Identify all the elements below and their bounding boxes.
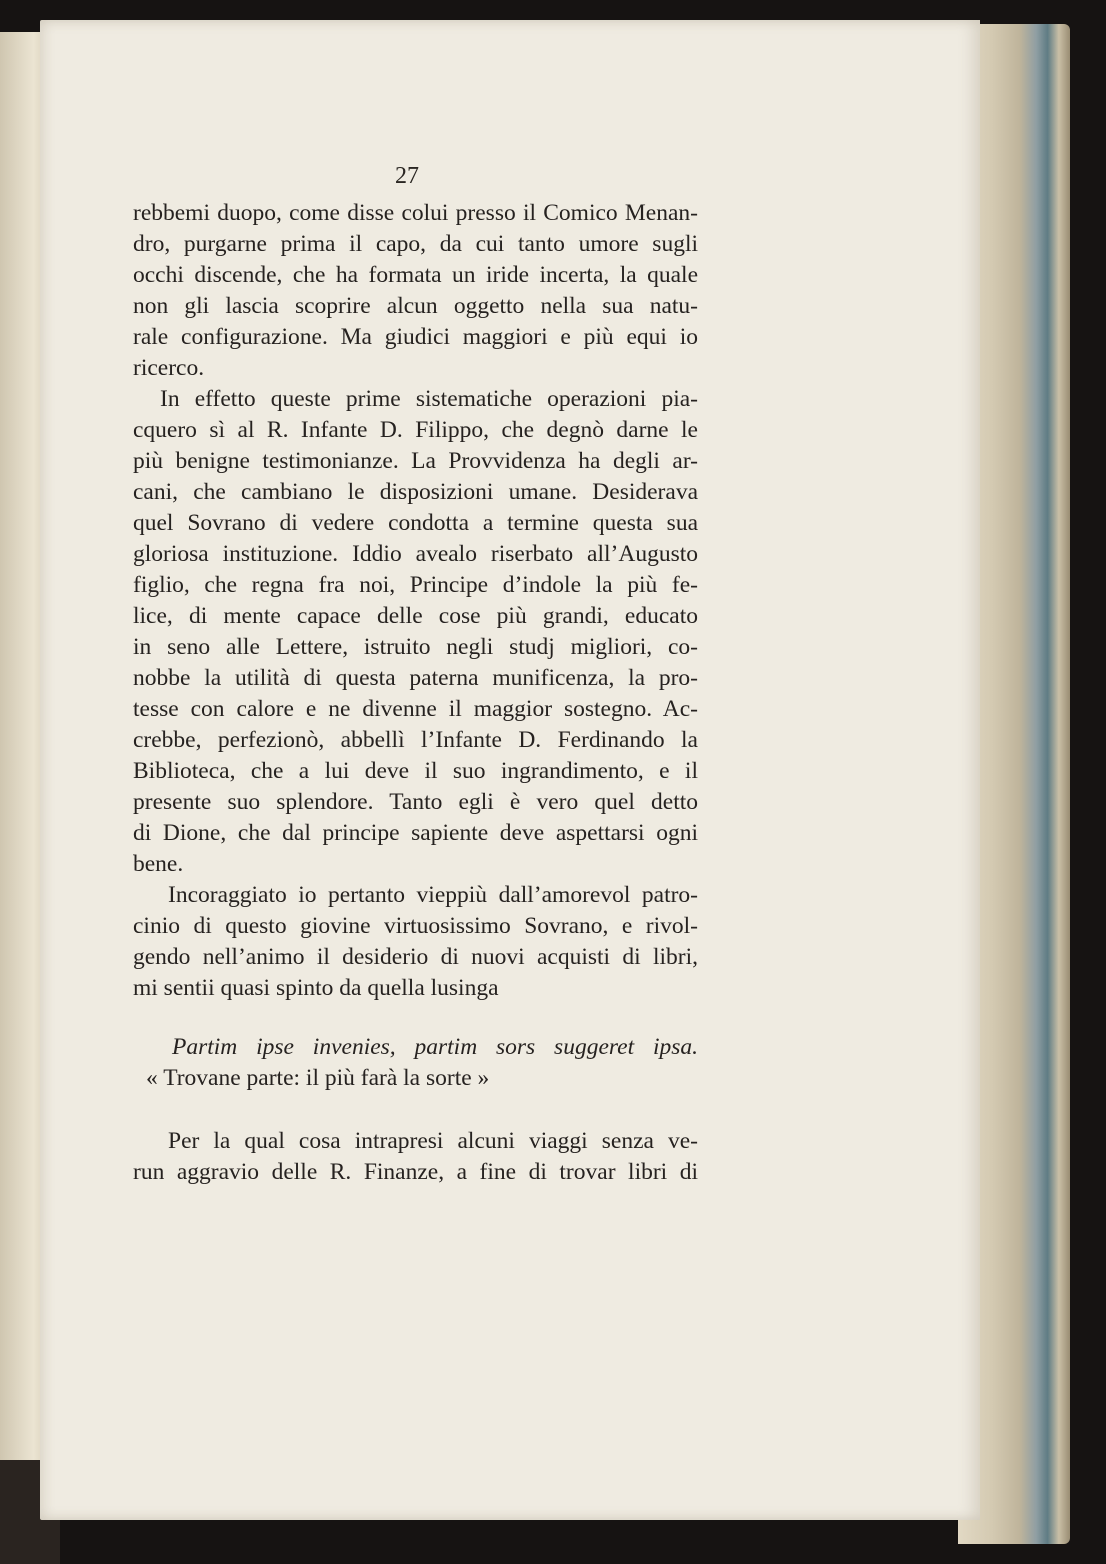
text-line: quel Sovrano di vedere condotta a termine questa sua [133, 510, 698, 536]
text-line: cquero sì al R. Infante D. Filippo, che degnò darne le [133, 417, 698, 443]
text-line: di Dione, che dal principe sapiente deve aspettarsi ogni [133, 820, 698, 846]
text-line: in seno alle Lettere, istruito negli studj migliori, co- [133, 634, 698, 660]
text-line: presente suo splendore. Tanto egli è vero quel detto [133, 789, 698, 815]
latin-quote: Partim ipse invenies, partim sors suggeret ipsa. [172, 1034, 698, 1060]
text-line: run aggravio delle R. Finanze, a fine di trovar libri di [133, 1159, 698, 1185]
text-line: gendo nell’animo il desiderio di nuovi acquisti di libri, [133, 944, 698, 970]
text-line: lice, di mente capace delle cose più grandi, educato [133, 603, 698, 629]
text-line: mi sentii quasi spinto da quella lusinga [133, 975, 499, 1001]
text-line: dro, purgarne prima il capo, da cui tanto umore sugli [133, 231, 698, 257]
text-line: cinio di questo giovine virtuosissimo Sovrano, e rivol- [133, 913, 698, 939]
text-line: occhi discende, che ha formata un iride incerta, la quale [133, 262, 698, 288]
text-line: ricerco. [133, 355, 205, 381]
text-line: gloriosa instituzione. Iddio avealo riserbato all’Augusto [133, 541, 698, 567]
text-line: rebbemi duopo, come disse colui presso il Comico Menan- [133, 200, 698, 226]
text-line: nobbe la utilità di questa paterna munificenza, la pro- [133, 665, 698, 691]
italian-translation: « Trovane parte: il più farà la sorte » [146, 1065, 490, 1091]
text-line: Biblioteca, che a lui deve il suo ingrandimento, e il [133, 758, 698, 784]
text-line: figlio, che regna fra noi, Principe d’indole la più fe- [133, 572, 698, 598]
page-number: 27 [395, 163, 419, 189]
text-line: tesse con calore e ne divenne il maggior sostegno. Ac- [133, 696, 698, 722]
text-line: bene. [133, 851, 184, 877]
text-line: crebbe, perfezionò, abbellì l’Infante D. Ferdinando la [133, 727, 698, 753]
text-line: cani, che cambiano le disposizioni umane. Desiderava [133, 479, 698, 505]
text-line: In effetto queste prime sistematiche operazioni pia- [160, 386, 698, 412]
text-line: rale configurazione. Ma giudici maggiori e più equi io [133, 324, 698, 350]
text-line: non gli lascia scoprire alcun oggetto nella sua natu- [133, 293, 698, 319]
text-line: più benigne testimonianze. La Provvidenza ha degli ar- [133, 448, 698, 474]
text-line: Incoraggiato io pertanto vieppiù dall’amorevol patro- [168, 882, 698, 908]
text-line: Per la qual cosa intrapresi alcuni viaggi senza ve- [168, 1128, 698, 1154]
